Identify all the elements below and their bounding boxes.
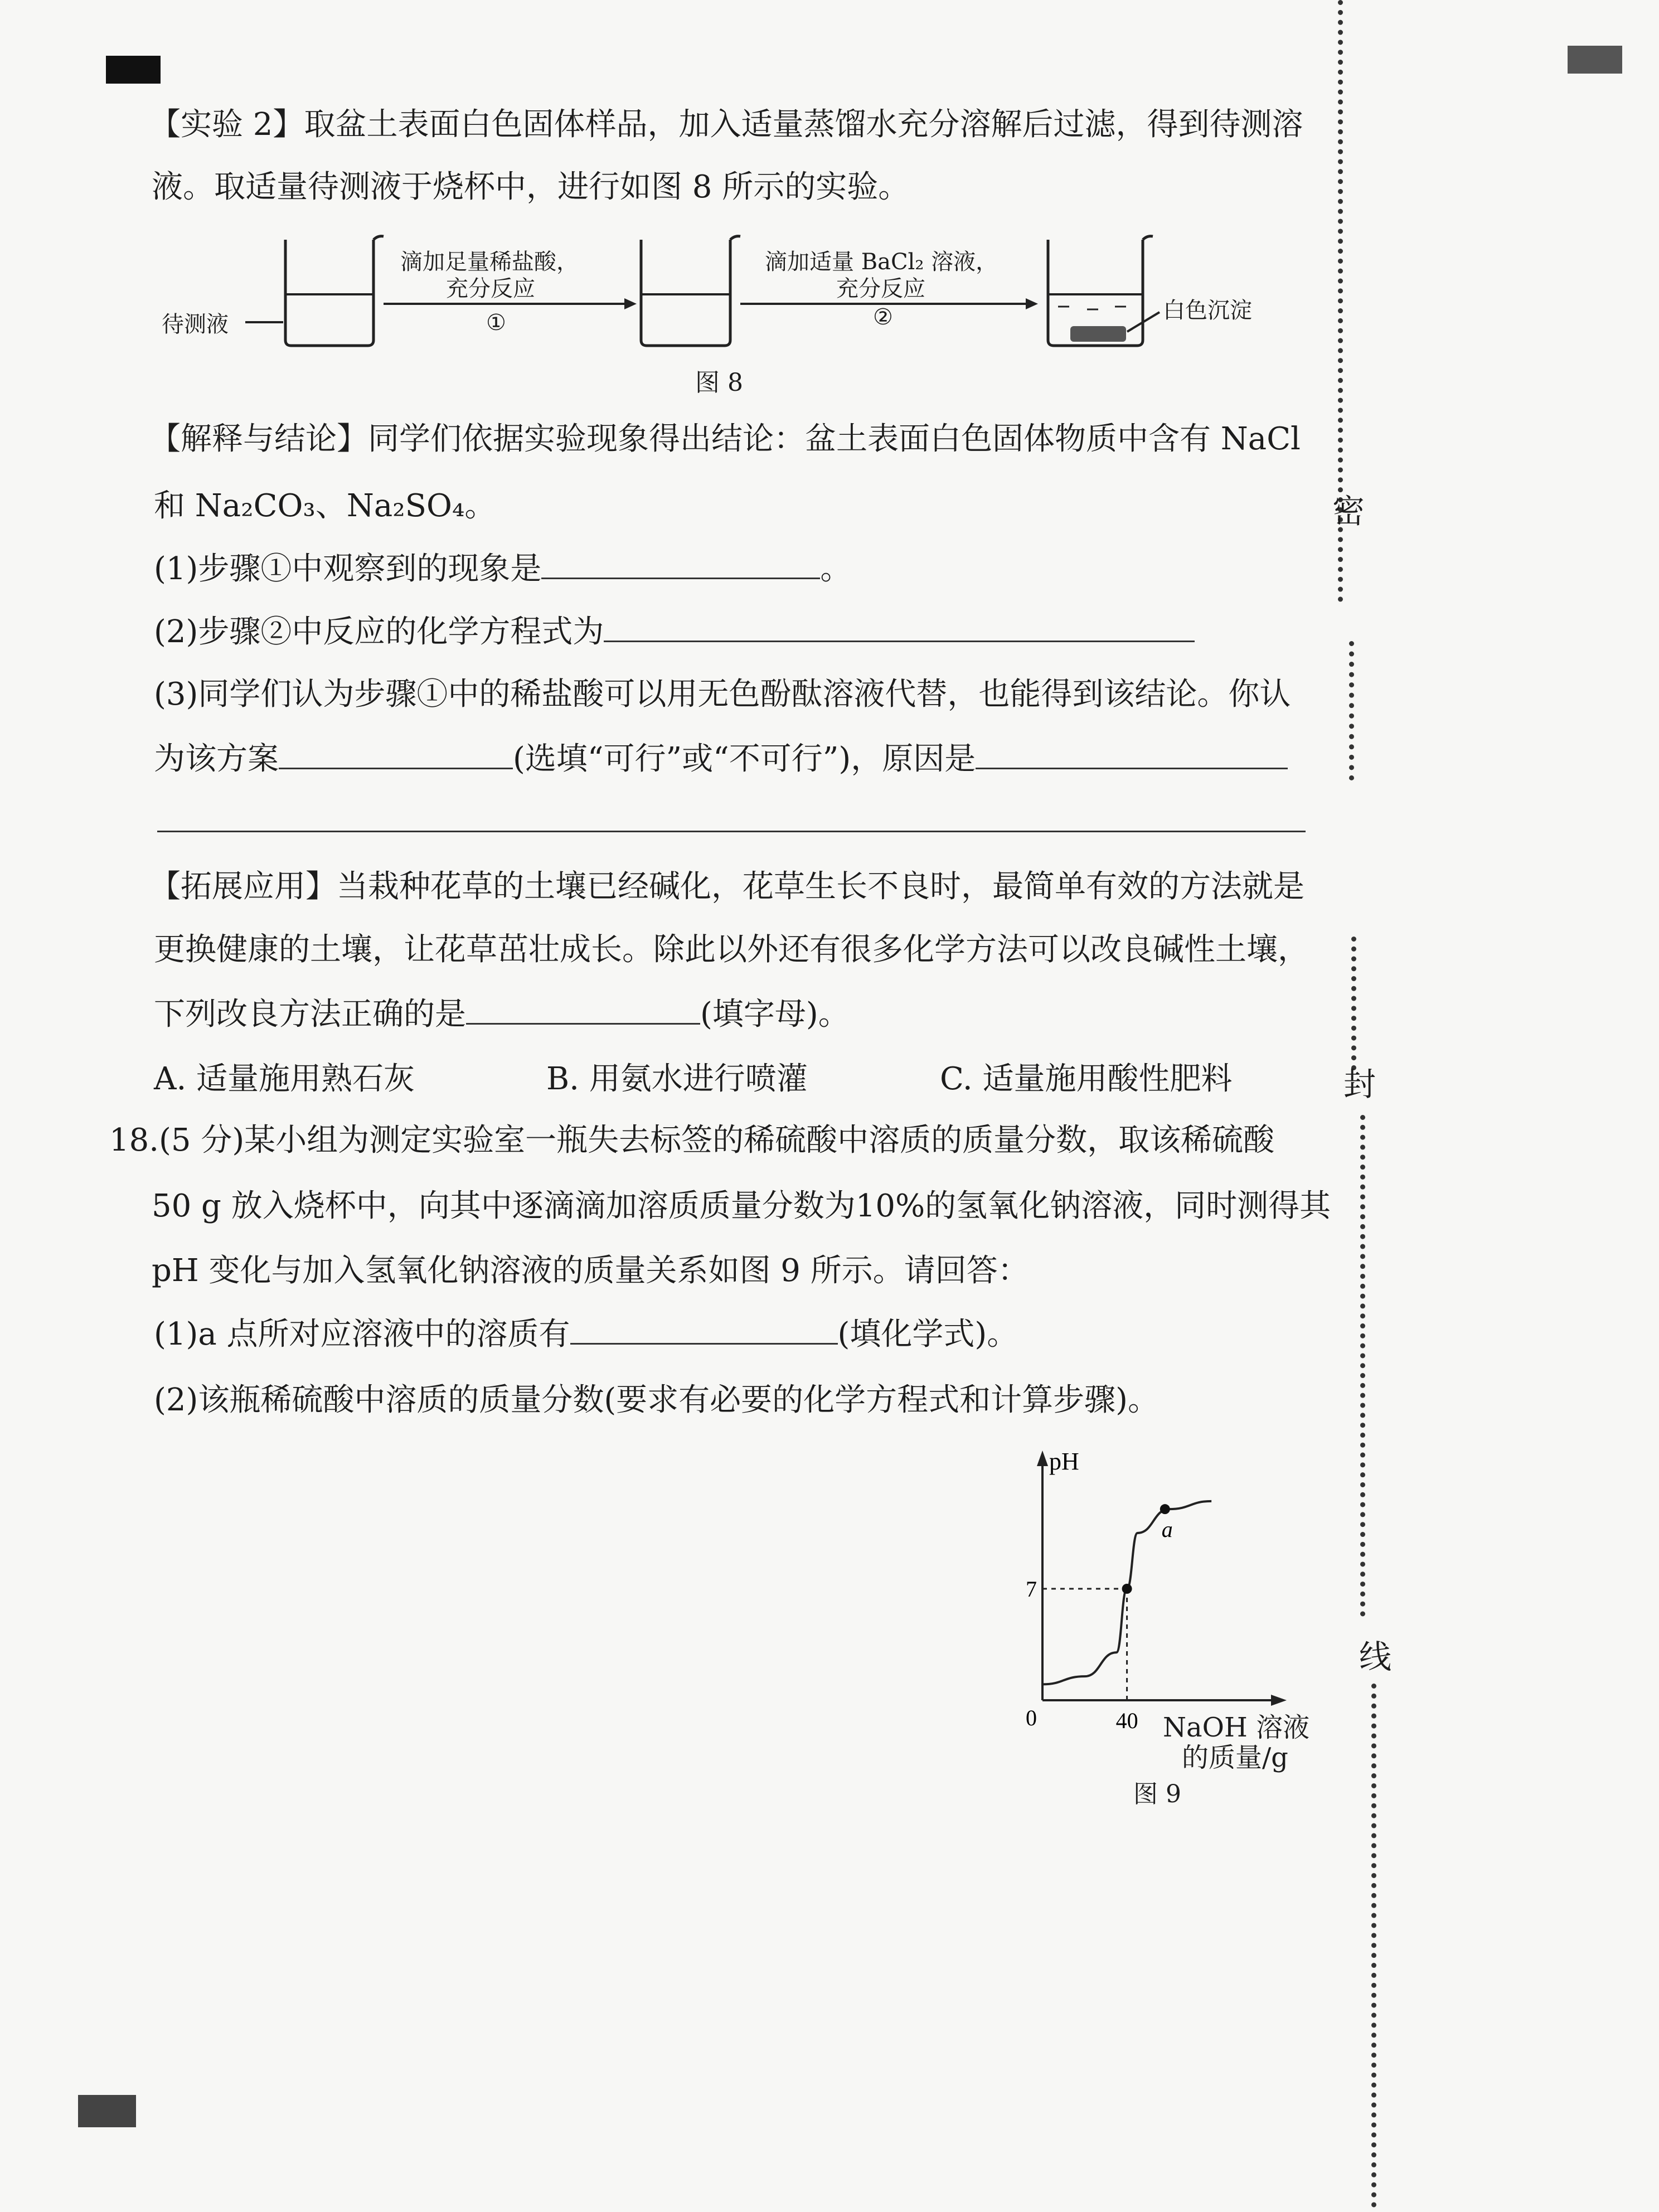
q18-sub1-answer-blank[interactable] [570,1315,838,1345]
corner-mark-bottom-left [78,2095,136,2127]
q3-text-line1: (3)同学们认为步骤①中的稀盐酸可以用无色酚酞溶液代替，也能得到该结论。你认 [154,676,1291,712]
extension-line3 [154,995,850,1035]
figure9-caption: 图 9 [1133,1780,1181,1808]
experiment2-line2 [152,167,909,207]
q18-line2: 50 g 放入烧杯中，向其中逐滴滴加溶质质量分数为10%的氢氧化钠溶液，同时测得其 [152,1188,1331,1224]
figure8-caption: 图 8 [695,368,743,397]
q3-prefix: 为该方案 [154,741,279,777]
figure8-step1-line2: 充分反应 [446,276,535,302]
figure8-step2-line1: 滴加适量 BaCl₂ 溶液， [765,249,998,275]
corner-mark-top-left [106,56,161,84]
q3-middle: (选填“可行”或“不可行”)，原因是 [513,741,976,777]
q18-sub1-prefix: (1)a 点所对应溶液中的溶质有 [154,1316,570,1352]
y-tick-7: 7 [1026,1576,1037,1602]
q2-prefix: (2)步骤②中反应的化学方程式为 [154,614,604,650]
option-c: C. 适量施用酸性肥料 [940,1061,1233,1097]
side-char-xian: 线 [1359,1638,1392,1676]
q18-sub2: (2)该瓶稀硫酸中溶质的质量分数(要求有必要的化学方程式和计算步骤)。 [154,1382,1160,1418]
figure8-diagram [156,229,1288,385]
figure9-x-axis-label-line1: NaOH 溶液 [1163,1712,1310,1743]
experiment2-text-line2: 液。取适量待测液于烧杯中，进行如图 8 所示的实验。 [152,169,910,205]
q1-suffix: 。 [820,551,852,587]
extension-heading: 【拓展应用】 [149,869,337,905]
x-tick-40: 40 [1115,1708,1138,1733]
extension-line1 [149,867,1304,907]
arrow-2-head [1026,298,1038,309]
q3-feasibility-blank[interactable] [279,740,513,769]
point-a-label: a [1161,1517,1173,1542]
binding-dotted-line-upper-mid [1349,641,1354,780]
white-precipitate [1070,326,1126,342]
q1-answer-blank[interactable] [541,550,820,579]
question-2 [154,612,1195,652]
q18-line1: 18.(5 分)某小组为测定实验室一瓶失去标签的稀硫酸中溶质的质量分数，取该稀硫酸 [109,1122,1275,1158]
experiment2-heading: 【实验 2】 [149,106,304,143]
conclusion-line2 [154,486,496,526]
figure8-step1-marker: ① [486,310,506,336]
beaker-2 [641,236,740,346]
option-b: B. 用氨水进行喷灌 [546,1061,808,1097]
extension-text-line2: 更换健康的土壤，让花草茁壮成长。除此以外还有很多化学方法可以改良碱性土壤， [154,932,1309,968]
question-1 [154,549,851,589]
side-char-mi: 密 [1332,492,1365,530]
q3-reason-blank[interactable] [976,740,1288,769]
extension-answer-blank[interactable] [466,995,700,1025]
q18-line3: pH 变化与加入氢氧化钠溶液的质量关系如图 9 所示。请回答： [152,1253,1029,1289]
experiment2-line1 [149,105,1303,145]
q3-reason-blank-line2[interactable] [157,831,1306,832]
figure8-step2-marker: ② [873,304,893,330]
figure8-start-label: 待测液 [162,312,229,337]
corner-mark-top-right [1568,46,1622,74]
conclusion-line1 [149,419,1301,459]
conclusion-text-line1: 同学们依据实验现象得出结论：盆土表面白色固体物质中含有 NaCl [368,421,1301,457]
question-3-line2 [154,739,1288,779]
origin-label: 0 [1026,1705,1037,1730]
experiment2-text-line1: 取盆土表面白色固体样品，加入适量蒸馏水充分溶解后过滤，得到待测溶 [304,106,1303,143]
conclusion-text-line2: 和 Na₂CO₃、Na₂SO₄。 [154,488,496,524]
figure8-step2-line2: 充分反应 [836,276,925,302]
point-a [1160,1504,1170,1514]
equivalence-point [1122,1584,1132,1594]
q18-sub1 [154,1314,1018,1355]
conclusion-heading: 【解释与结论】 [149,421,368,457]
binding-dotted-line-lower-mid [1360,1115,1365,1617]
beaker-1 [285,236,384,346]
option-a: A. 适量施用熟石灰 [154,1061,415,1097]
y-axis-label: pH [1049,1448,1079,1475]
extension-text-line1: 当栽种花草的土壤已经碱化，花草生长不良时，最简单有效的方法就是 [337,869,1304,905]
extension-suffix: (填字母)。 [700,996,850,1032]
figure9-x-axis-label-line2: 的质量/g [1182,1742,1288,1773]
side-char-feng: 封 [1343,1065,1376,1103]
extension-prefix: 下列改良方法正确的是 [154,996,466,1032]
figure8-precipitate-label: 白色沉淀 [1163,298,1252,323]
q18-sub1-suffix: (填化学式)。 [837,1316,1018,1352]
extension-line2 [154,930,1309,970]
q2-answer-blank[interactable] [604,613,1195,642]
figure8-step1-line1: 滴加足量稀盐酸， [400,249,579,275]
q1-prefix: (1)步骤①中观察到的现象是 [154,551,542,587]
arrow-1-head [624,298,637,309]
binding-dotted-line-mid [1351,937,1356,1070]
x-axis-arrow [1271,1695,1287,1706]
y-axis-arrow [1037,1451,1048,1466]
binding-dotted-line-bottom [1371,1684,1376,2208]
question-3-line1 [154,675,1291,715]
